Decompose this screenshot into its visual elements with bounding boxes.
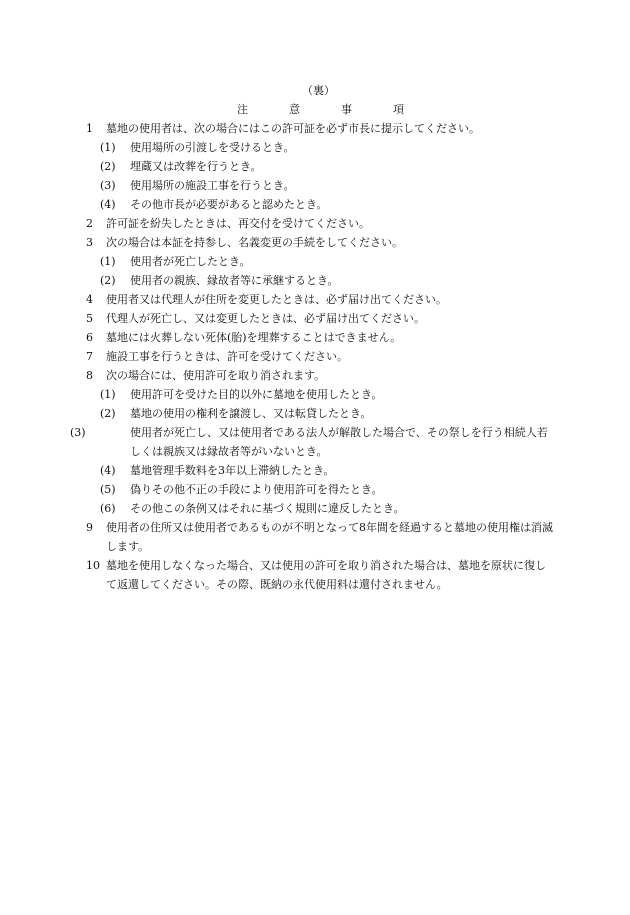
note-subitem [86, 499, 556, 518]
subitem-text: 埋蔵又は改葬を行うとき。 [130, 160, 262, 173]
subitem-text: その他この条例又はそれに基づく規則に違反したとき。 [130, 502, 405, 515]
note-text: 次の場合は本証を持参し、名義変更の手続をしてください。 [106, 236, 403, 249]
subitem-number: (1) [100, 255, 116, 268]
subitem-number: (1) [100, 141, 116, 154]
note-number: 5 [86, 312, 93, 325]
subitem-number: (4) [100, 464, 116, 477]
note-text: 施設工事を行うときは、許可を受けてください。 [106, 350, 348, 363]
note-number: 9 [86, 521, 93, 534]
subitem-text: 使用者が死亡し、又は使用者である法人が解散した場合で、その祭しを行う相続人若しくは親族又は縁故者等がいないとき。 [130, 426, 548, 458]
subitem-text: その他市長が必要があると認めたとき。 [130, 198, 328, 211]
subitem-number: (2) [100, 274, 116, 287]
note-number: 1 [86, 122, 93, 135]
subitem-number: (2) [100, 407, 116, 420]
subitem-number: (1) [100, 388, 116, 401]
subitem-text: 墓地の使用の権利を譲渡し、又は転貸したとき。 [130, 407, 372, 420]
note-subitem [86, 195, 556, 214]
note-number: 4 [86, 293, 93, 306]
note-text: 使用者の住所又は使用者であるものが不明となって8年間を経過すると墓地の使用権は消滅します。 [106, 521, 553, 553]
subitem-number: (4) [100, 198, 116, 211]
note-item [86, 366, 556, 385]
note-number: 7 [86, 350, 93, 363]
note-subitem [70, 423, 556, 461]
note-subitem [86, 385, 556, 404]
subitem-number: (6) [100, 502, 116, 515]
subitem-number: (2) [100, 160, 116, 173]
reverse-side-label: （裏） [302, 84, 335, 97]
note-text: 次の場合には、使用許可を取り消されます。 [106, 369, 326, 382]
subitem-text: 使用者の親族、縁故者等に承継するとき。 [130, 274, 339, 287]
note-item [86, 556, 556, 594]
subitem-text: 使用場所の引渡しを受けるとき。 [130, 141, 295, 154]
notes-title-char: 意 [289, 103, 300, 116]
subitem-text: 使用場所の施設工事を行うとき。 [130, 179, 295, 192]
note-item [86, 347, 556, 366]
subitem-text: 偽りその他不正の手段により使用許可を得たとき。 [130, 483, 383, 496]
note-text: 許可証を紛失したときは、再交付を受けてください。 [106, 217, 370, 230]
note-subitem [86, 157, 556, 176]
note-number: 6 [86, 331, 93, 344]
note-text: 代理人が死亡し、又は変更したときは、必ず届け出てください。 [106, 312, 425, 325]
note-text: 使用者又は代理人が住所を変更したときは、必ず届け出てください。 [106, 293, 447, 306]
note-text: 墓地には火葬しない死体(胎)を埋葬することはできません。 [106, 331, 402, 344]
note-subitem [86, 138, 556, 157]
note-subitem [86, 176, 556, 195]
notes-title-char: 事 [341, 103, 352, 116]
subitem-number: (3) [100, 179, 116, 192]
notes-title [237, 100, 445, 119]
note-item [86, 290, 556, 309]
subitem-text: 墓地管理手数料を3年以上滞納したとき。 [130, 464, 335, 477]
notes-list [70, 119, 556, 594]
subitem-text: 使用許可を受けた目的以外に墓地を使用したとき。 [130, 388, 383, 401]
note-subitem [86, 480, 556, 499]
note-item [86, 119, 556, 138]
note-item [86, 518, 556, 556]
note-subitem [86, 252, 556, 271]
note-item [86, 214, 556, 233]
note-number: 10 [86, 559, 100, 572]
note-number: 3 [86, 236, 93, 249]
subitem-text: 使用者が死亡したとき。 [130, 255, 251, 268]
note-text: 墓地を使用しなくなった場合、又は使用の許可を取り消された場合は、墓地を原状に復して返還してください。その際、既納の永代使用料は還付されません。 [106, 559, 546, 591]
note-subitem [86, 461, 556, 480]
note-item [86, 233, 556, 252]
notes-title-char: 注 [237, 103, 248, 116]
note-item [86, 328, 556, 347]
note-number: 8 [86, 369, 93, 382]
subitem-number: (3) [70, 426, 86, 439]
subitem-number: (5) [100, 483, 116, 496]
note-item [86, 309, 556, 328]
note-text: 墓地の使用者は、次の場合にはこの許可証を必ず市長に提示してください。 [106, 122, 480, 135]
note-subitem [86, 271, 556, 290]
notes-title-char: 項 [393, 103, 404, 116]
note-subitem [86, 404, 556, 423]
note-number: 2 [86, 217, 93, 230]
